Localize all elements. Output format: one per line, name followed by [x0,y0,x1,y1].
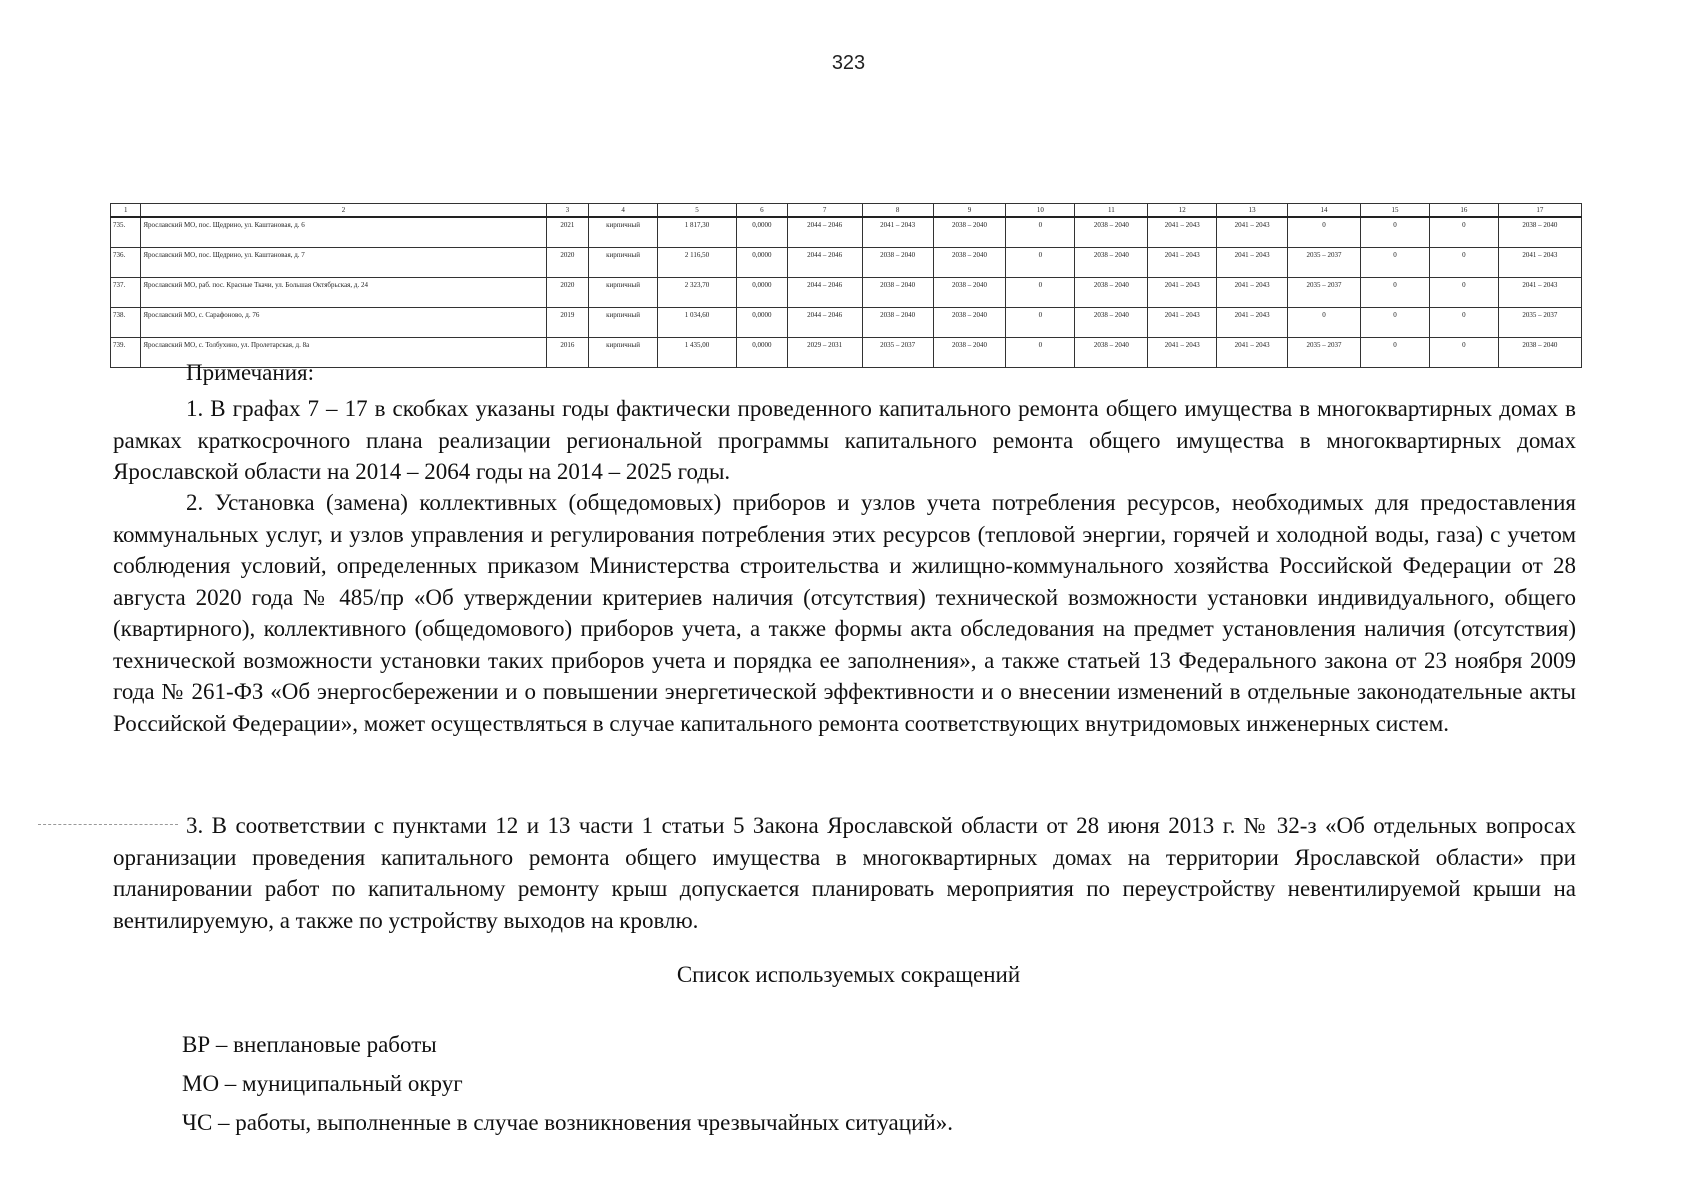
table-cell: 2038 – 2040 [1075,278,1148,308]
column-number: 6 [737,204,788,218]
column-number: 17 [1498,204,1581,218]
table-cell: 2020 [546,278,589,308]
table-cell: 0 [1361,338,1430,368]
table-cell: 0 [1429,248,1498,278]
table-cell: 2038 – 2040 [933,248,1006,278]
scan-artifact-line [38,824,178,825]
column-number: 5 [658,204,737,218]
table-row [111,278,1582,308]
table-cell: 2041 – 2043 [1217,248,1288,278]
table-cell: 2041 – 2043 [1217,308,1288,338]
table-cell: 0,0000 [737,338,788,368]
table-cell: 2044 – 2046 [787,308,862,338]
table-cell: 2038 – 2040 [933,308,1006,338]
table-cell: кирпичный [589,338,658,368]
table-cell: 2035 – 2037 [862,338,933,368]
column-number: 4 [589,204,658,218]
table-cell: 0 [1006,248,1075,278]
table-cell: Ярославский МО, с. Толбухино, ул. Пролетарская, д. 8а [141,338,546,368]
table-row [111,217,1582,248]
column-number: 2 [141,204,546,218]
notes-heading: Примечания: [186,360,314,385]
table-cell: 2035 – 2037 [1288,248,1361,278]
table-cell: 2038 – 2040 [1498,338,1581,368]
table-cell: Ярославский МО, раб. пос. Красные Ткачи, ул. Большая Октябрьская, д. 24 [141,278,546,308]
table-cell: 0 [1288,308,1361,338]
table-cell: 0 [1006,308,1075,338]
table-cell: 736. [111,248,141,278]
table-cell: 0 [1361,308,1430,338]
table-cell: 2041 – 2043 [1148,248,1217,278]
table-cell: 2016 [546,338,589,368]
table-cell: 2038 – 2040 [1075,248,1148,278]
table-cell: 2038 – 2040 [862,248,933,278]
table-cell: 0,0000 [737,278,788,308]
column-number: 9 [933,204,1006,218]
column-number: 8 [862,204,933,218]
table-cell: 0 [1288,217,1361,248]
table-cell: 2038 – 2040 [1075,338,1148,368]
table-cell: 2035 – 2037 [1288,278,1361,308]
column-number: 7 [787,204,862,218]
table-cell: 2041 – 2043 [1498,278,1581,308]
table-cell: 2038 – 2040 [933,217,1006,248]
table-cell: 2038 – 2040 [1498,217,1581,248]
table-cell: 2 323,70 [658,278,737,308]
table-cell: 1 817,30 [658,217,737,248]
table-cell: 0 [1361,248,1430,278]
abbreviations-list [182,1030,953,1147]
table-cell: 2038 – 2040 [862,308,933,338]
table-cell: 2041 – 2043 [1498,248,1581,278]
table-cell: 738. [111,308,141,338]
table-cell: Ярославский МО, пос. Щедрино, ул. Каштановая, д. 7 [141,248,546,278]
table-cell: 2041 – 2043 [1148,217,1217,248]
table-row [111,338,1582,368]
table-cell: 0,0000 [737,217,788,248]
table-cell: 2038 – 2040 [933,338,1006,368]
table-cell: 2041 – 2043 [1217,278,1288,308]
table-cell: 739. [111,338,141,368]
page-number: 323 [831,52,866,74]
table-cell: 2038 – 2040 [933,278,1006,308]
column-number: 13 [1217,204,1288,218]
table-cell: 2035 – 2037 [1288,338,1361,368]
table-cell: Ярославский МО, пос. Щедрино, ул. Каштановая, д. 6 [141,217,546,248]
table-cell: 2044 – 2046 [787,278,862,308]
table-cell: 2035 – 2037 [1498,308,1581,338]
table-cell: 0 [1429,308,1498,338]
table-cell: 1 034,60 [658,308,737,338]
table-cell: 2038 – 2040 [1075,217,1148,248]
abbreviation-item: ВР – внеплановые работы [182,1032,437,1057]
table-cell: 0 [1361,217,1430,248]
table-cell: 1 435,00 [658,338,737,368]
table-cell: 2044 – 2046 [787,248,862,278]
table-cell: 2041 – 2043 [1148,308,1217,338]
table-cell: кирпичный [589,308,658,338]
note-1: 1. В графах 7 – 17 в скобках указаны годы фактически проведенного капитального ремонта общего имущества в многоквартирных домах в рамках краткосрочного плана реализации региональной программы капитального ремонта общего имущества в многоквартирных домах Ярославской области на 2014 – 2064 годы на 2014 – 2025 годы. [113,396,1576,484]
table-cell: 2041 – 2043 [1217,217,1288,248]
table-cell: 2041 – 2043 [1148,338,1217,368]
table-cell: кирпичный [589,217,658,248]
column-number: 12 [1148,204,1217,218]
abbreviation-item: МО – муниципальный округ [182,1071,463,1096]
table-cell: 2021 [546,217,589,248]
column-number: 16 [1429,204,1498,218]
table-cell: 0 [1429,338,1498,368]
table-cell: Ярославский МО, с. Сарафоново, д. 76 [141,308,546,338]
table-cell: 2041 – 2043 [1217,338,1288,368]
table-row [111,308,1582,338]
table-cell: кирпичный [589,248,658,278]
table-cell: 0 [1006,217,1075,248]
column-number: 11 [1075,204,1148,218]
column-number: 14 [1288,204,1361,218]
table-cell: 2020 [546,248,589,278]
note-3: 3. В соответствии с пунктами 12 и 13 части 1 статьи 5 Закона Ярославской области от 28 июня 2013 г. № 32-з «Об отдельных вопросах организации проведения капитального ремонта общего имущества в многоквартирных домах на территории Ярославской области» при планировании работ по капитальному ремонту крыш допускается планировать мероприятия по переустройству невентилируемой крыши на вентилируемую, а также по устройству выходов на кровлю. [113,813,1576,933]
table-cell: 2019 [546,308,589,338]
table-cell: 0 [1006,278,1075,308]
table-cell: 737. [111,278,141,308]
table-cell: 0 [1429,217,1498,248]
abbreviation-item: ЧС – работы, выполненные в случае возникновения чрезвычайных ситуаций». [182,1110,953,1135]
table-cell: 2044 – 2046 [787,217,862,248]
table-cell: 0,0000 [737,248,788,278]
column-number: 3 [546,204,589,218]
table-cell: 2041 – 2043 [1148,278,1217,308]
table-cell: 0 [1429,278,1498,308]
table-cell: 2 116,50 [658,248,737,278]
table-cell: 0,0000 [737,308,788,338]
table-cell: 2038 – 2040 [1075,308,1148,338]
column-number: 1 [111,204,141,218]
table-header-row [111,204,1582,218]
table-cell: 2041 – 2043 [862,217,933,248]
abbreviations-title: Список используемых сокращений [676,962,1021,987]
table-cell: 2038 – 2040 [862,278,933,308]
note-2: 2. Установка (замена) коллективных (общедомовых) приборов и узлов учета потребления ресурсов, необходимых для предоставления коммунальных услуг, и узлов управления и регулирования потребления этих ресурсов (тепловой энергии, горячей и холодной воды, газа) с учетом соблюдения условий, определенных приказом Министерства строительства и жилищно-коммунального хозяйства Российской Федерации от 28 августа 2020 года № 485/пр «Об утверждении критериев наличия (отсутствия) технической возможности установки индивидуального, общего (квартирного), коллективного (общедомового) приборов учета, а также формы акта обследования на предмет установления наличия (отсутствия) технической возможности установки таких приборов учета и порядка ее заполнения», а также статьей 13 Федерального закона от 23 ноября 2009 года № 261-ФЗ «Об энергосбережении и о повышении энергетической эффективности и о внесении изменений в отдельные законодательные акты Российской Федерации», может осуществляться в случае капитального ремонта соответствующих внутридомовых инженерных систем. [113,490,1576,736]
table-cell: 0 [1361,278,1430,308]
table-cell: кирпичный [589,278,658,308]
table-cell: 735. [111,217,141,248]
column-number: 15 [1361,204,1430,218]
housing-repair-table [110,203,1582,368]
table-cell: 2029 – 2031 [787,338,862,368]
table-cell: 0 [1006,338,1075,368]
table-row [111,248,1582,278]
column-number: 10 [1006,204,1075,218]
